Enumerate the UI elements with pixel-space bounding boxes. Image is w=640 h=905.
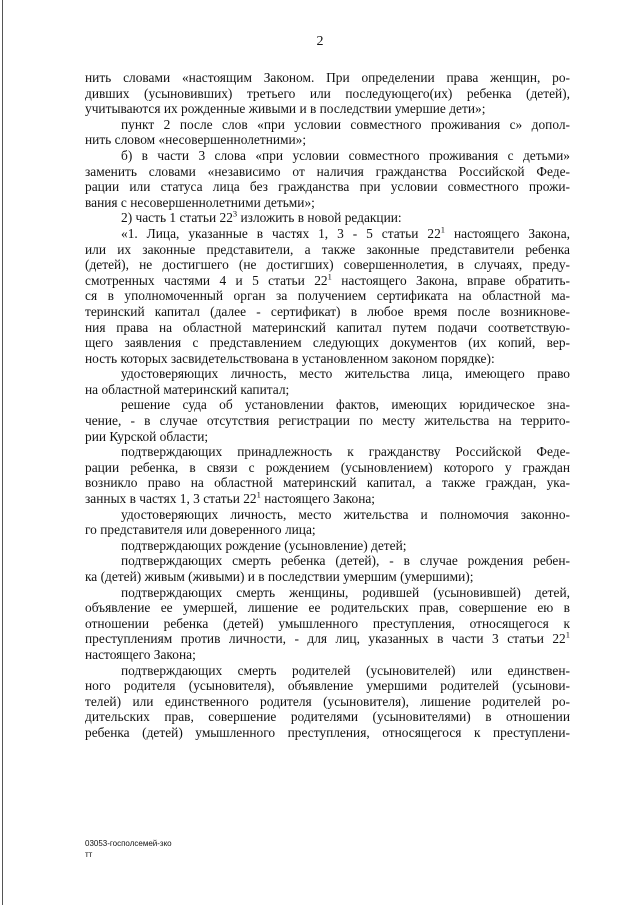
text-line: преступлениям против личности, - для лиц, указанных в части 3 статьи $22^1$ <box>85 631 570 647</box>
page-edge-line <box>2 0 3 905</box>
text-line: нить словами «настоящим Законом. При определении права женщин, ро- <box>85 70 570 85</box>
text-line: отношении ребенка (детей) умышленного преступления, относящегося к <box>85 615 570 631</box>
text-line: удостоверяющих личность, место жительства лица, имеющего право <box>121 366 570 382</box>
text-line: ся в уполномоченный орган за получением сертификата на областной ма- <box>85 288 570 304</box>
text-line: подтверждающих принадлежность к гражданству Российской Феде- <box>121 444 570 460</box>
text-line: ребенка (детей) умышленного преступления, относящегося к преступлени- <box>85 724 570 740</box>
text-line: заменить словами «независимо от наличия гражданства Российской Федe- <box>85 163 570 179</box>
text-line: (детей), не достигшего (не достигших) совершеннолетия, в случаях, преду- <box>85 257 570 273</box>
document-body <box>85 70 570 741</box>
text-line: рации или статуса лица без гражданства при условии совместного прожи- <box>85 179 570 195</box>
text-line: нить словом «несовершеннолетними»; <box>85 132 307 148</box>
text-line: ния права на областной материнский капитал путем подачи соответствую- <box>85 319 570 335</box>
document-footer <box>85 838 172 860</box>
text-line: удостоверяющих личность, место жительства и полномочия законно- <box>121 506 570 522</box>
text-line: б) в части 3 слова «при условии совместного проживания с детьми» <box>121 147 570 163</box>
text-line: решение суда об установлении фактов, имеющих юридическое зна- <box>121 397 570 413</box>
text-line: пункт 2 после слов «при условии совместного проживания с» допол- <box>121 116 570 132</box>
text-line: объявление ее умершей, лишение ее родительских прав, совершение ею в <box>85 600 570 616</box>
text-line: на областной материнский капитал; <box>85 381 290 397</box>
text-line: вания с несовершеннолетними детьми»; <box>85 194 315 210</box>
text-line: подтверждающих смерть родителей (усыновителей) или единствен- <box>121 662 570 678</box>
text-line: дивших (усыновивших) третьего или последующего(их) ребенка (детей), <box>85 85 570 101</box>
text-line: теринский капитал (далее - сертификат) в любое время после возникнове- <box>85 303 570 319</box>
text-line: го представителя или доверенного лица; <box>85 522 316 538</box>
text-line: ность которых засвидетельствована в установленном законом порядке): <box>85 350 495 366</box>
text-line: подтверждающих смерть женщины, родившей (усыновившей) детей, <box>121 584 570 600</box>
text-line: 2) часть 1 статьи $22^3$ изложить в новой редакции: <box>121 210 402 226</box>
footer-initials: тт <box>85 850 93 859</box>
text-line: учитываются их рожденные живыми и в последствии умершие дети»; <box>85 101 486 117</box>
text-line: рии Курской области; <box>85 428 209 444</box>
text-line: настоящего Закона; <box>85 646 196 662</box>
text-line: или их законные представители, а также законные представители ребенка <box>85 241 570 257</box>
text-line: занных в частях 1, 3 статьи $22^1$ настоящего Закона; <box>85 491 376 507</box>
text-line: ка (детей) живым (живыми) и в последствии умершим (умершими); <box>85 569 474 584</box>
text-line: рации ребенка, в связи с рождением (усыновлением) которого у граждан <box>85 459 570 475</box>
text-line: «1. Лица, указанные в частях 1, 3 - 5 статьи $22^1$ настоящего Закона, <box>121 225 570 241</box>
text-line: ного родителя (усыновителя), объявление умершими родителей (усынови- <box>85 678 570 694</box>
text-line: дительских прав, совершение родителями (усыновителями) в отношении <box>85 709 570 725</box>
text-line: возникло право на областной материнский капитал, а также граждан, ука- <box>85 475 570 491</box>
page-number: 2 <box>316 34 324 49</box>
text-line: телей) или единственного родителя (усыновителя), лишение родителей ро- <box>85 693 570 709</box>
text-line: подтверждающих смерть ребенка (детей), - в случае рождения ребен- <box>121 553 570 569</box>
text-line: подтверждающих рождение (усыновление) детей; <box>121 537 407 553</box>
text-line: смотренных частями 4 и 5 статьи $22^1$ настоящего Закона, вправе обратить- <box>85 272 570 288</box>
text-line: чение, - в случае отсутствия регистрации по месту жительства на террито- <box>85 413 570 429</box>
footer-document-code: 03053-госполсемей-зко <box>85 839 172 848</box>
text-line: щего заявления с представлением следующих документов (их копий, вер- <box>85 335 570 351</box>
